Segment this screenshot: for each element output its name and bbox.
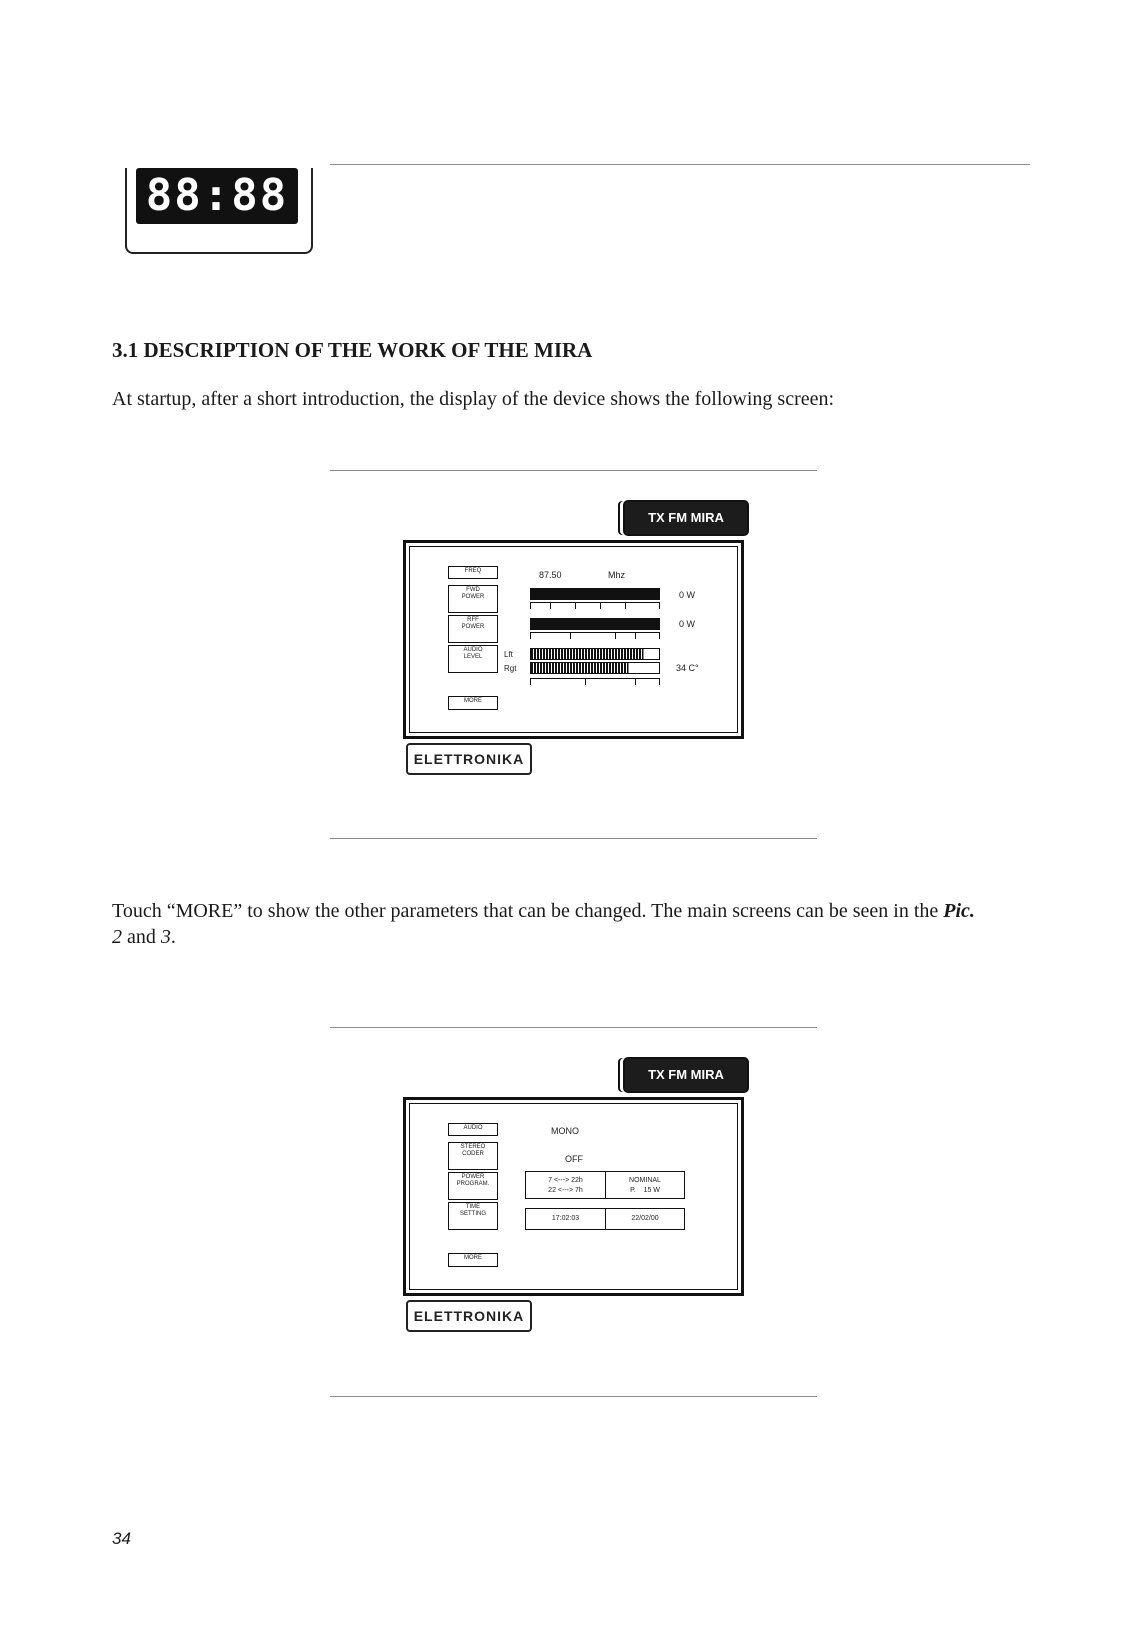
intro-paragraph: At startup, after a short introduction, the display of the device shows the following screen:	[112, 388, 835, 410]
figure1-top-rule	[330, 470, 817, 471]
page-number: 34	[112, 1529, 131, 1548]
fwd-power-bar	[530, 588, 660, 600]
top-rule	[330, 164, 1030, 165]
fwd-power-value: 0 W	[679, 590, 696, 600]
audio-button[interactable]: AUDIO	[448, 1123, 498, 1136]
fwd-power-button[interactable]: FWD POWER	[448, 585, 498, 613]
freq-button[interactable]: FREQ	[448, 566, 498, 579]
power-program-button[interactable]: POWER PROGRAM.	[448, 1172, 498, 1200]
screen1-display	[403, 540, 744, 739]
right-audio-bar	[530, 662, 660, 674]
more-button[interactable]: MORE	[448, 1253, 498, 1267]
current-date[interactable]: 22/02/00	[605, 1208, 685, 1230]
audio-level-button[interactable]: AUDIO LEVEL	[448, 645, 498, 673]
elettronika-logo: ELETTRONIKA	[406, 743, 532, 775]
audio-mode-value: MONO	[551, 1126, 579, 1136]
screen1-model-tag: TX FM MIRA	[623, 500, 749, 536]
ref-power-value: 0 W	[679, 619, 696, 629]
temperature-value: 34 C°	[676, 663, 699, 673]
clock-icon	[136, 168, 298, 224]
ref-power-scale	[530, 632, 660, 639]
stereo-coder-value: OFF	[565, 1154, 583, 1164]
current-time[interactable]: 17:02:03	[525, 1208, 606, 1230]
power-program-mode[interactable]: NOMINAL P. 15 W	[605, 1171, 685, 1199]
time-setting-button[interactable]: TIME SETTING	[448, 1202, 498, 1230]
audio-level-scale	[530, 678, 660, 685]
left-audio-bar	[530, 648, 660, 660]
power-program-schedule[interactable]: 7 <---> 22h 22 <---> 7h	[525, 1171, 606, 1199]
figure2-top-rule	[330, 1027, 817, 1028]
frequency-unit: Mhz	[608, 570, 626, 580]
stereo-coder-button[interactable]: STEREO CODER	[448, 1142, 498, 1170]
fwd-power-scale	[530, 602, 660, 609]
elettronika-logo: ELETTRONIKA	[406, 1300, 532, 1332]
clock-digits: 88:88	[145, 170, 289, 221]
more-button[interactable]: MORE	[448, 696, 498, 710]
left-channel-label: Lft	[504, 650, 513, 659]
section-title: 3.1 DESCRIPTION OF THE WORK OF THE MIRA	[112, 338, 593, 362]
ref-power-button[interactable]: RFF POWER	[448, 615, 498, 643]
figure2-bottom-rule	[330, 1396, 817, 1397]
right-channel-label: Rgt	[504, 664, 517, 673]
screen2-model-tag: TX FM MIRA	[623, 1057, 749, 1093]
more-paragraph: Touch “MORE” to show the other parameters that can be changed. The main screens can be seen in the Pic. 2 and 3.	[112, 900, 975, 948]
frequency-value: 87.50	[539, 570, 562, 580]
screen2-display	[403, 1097, 744, 1296]
ref-power-bar	[530, 618, 660, 630]
figure1-bottom-rule	[330, 838, 817, 839]
